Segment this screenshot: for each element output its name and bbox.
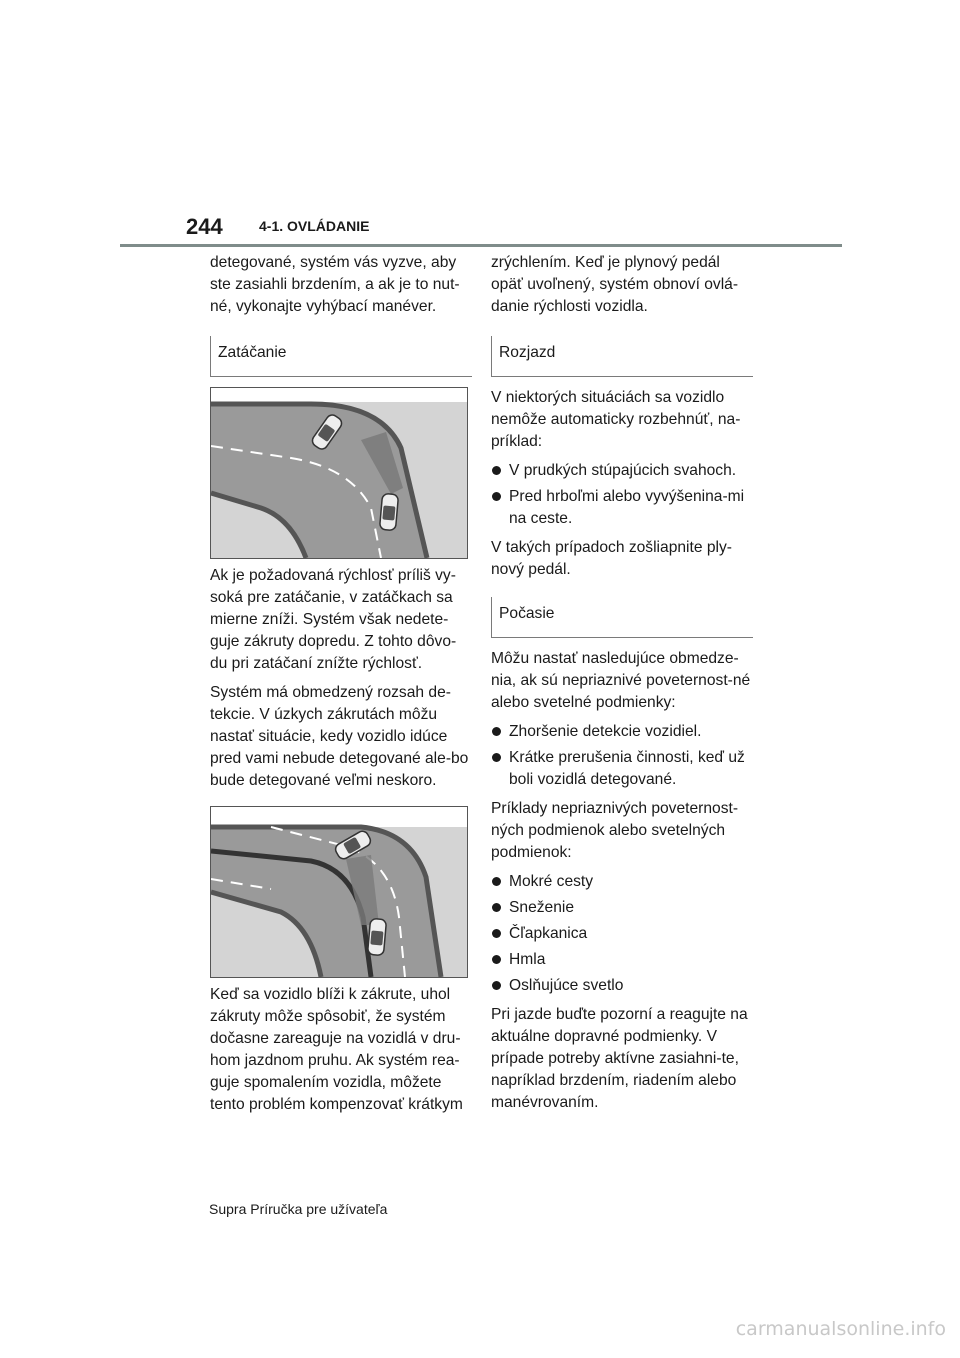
list-item: Mokré cesty xyxy=(491,871,753,893)
list-item: V prudkých stúpajúcich svahoch. xyxy=(491,460,753,482)
bullet-list-limits xyxy=(491,721,753,791)
header-rule xyxy=(120,244,842,247)
paragraph: Príklady nepriaznivých poveternost-ných podmienok alebo svetelných podmienok: xyxy=(491,800,739,861)
subheading-weather: Počasie xyxy=(491,597,753,638)
page-number: 244 xyxy=(186,214,223,239)
subheading-start: Rozjazd xyxy=(491,336,753,377)
paragraph: Keď sa vozidlo blíži k zákrute, uhol zákruty môže spôsobiť, že systém dočasne zareaguje na vozidlá v dru-hom jazdnom pruhu. Ak systém rea-guje spomalením vozidla, môžete tento problém kompenzovať krátkym xyxy=(210,986,463,1113)
paragraph: Ak je požadovaná rýchlosť príliš vy-soká pre zatáčanie, v zatáčkach sa mierne zníži. Systém však nedete-guje zákruty dopredu. Z tohto dôvo-du pri zatáčaní znížte rýchlosť. xyxy=(210,567,457,672)
paragraph: zrýchlením. Keď je plynový pedál opäť uvoľnený, systém obnoví ovlá-danie rýchlosti vozidla. xyxy=(491,254,739,315)
list-item: Sneženie xyxy=(491,897,753,919)
subheading-cornering: Zatáčanie xyxy=(210,336,472,377)
paragraph: V niektorých situáciách sa vozidlo nemôže automaticky rozbehnúť, na-príklad: xyxy=(491,389,741,450)
section-title: 4-1. OVLÁDANIE xyxy=(259,218,370,234)
paragraph: Systém má obmedzený rozsah de-tekcie. V úzkych zákrutách môžu nastať situácie, kedy vozidlo idúce pred vami nebude detegované ale-bo bude detegované veľmi neskoro. xyxy=(210,684,469,789)
list-item: Pred hrboľmi alebo vyvýšenina-mi na ceste. xyxy=(491,486,753,530)
list-item: Hmla xyxy=(491,949,753,971)
list-item: Oslňujúce svetlo xyxy=(491,975,753,997)
paragraph: V takých prípadoch zošliapnite ply-nový pedál. xyxy=(491,539,732,578)
right-column xyxy=(491,252,753,1121)
list-item: Krátke prerušenia činnosti, keď už boli vozidlá detegované. xyxy=(491,747,753,791)
figure-lane-detection xyxy=(210,806,468,978)
footer-text: Supra Príručka pre užívateľa xyxy=(209,1201,388,1217)
paragraph: Pri jazde buďte pozorní a reagujte na aktuálne dopravné podmienky. V prípade potreby aktívne zasiahni-te, napríklad brzdením, riadením alebo manévrovaním. xyxy=(491,1006,748,1111)
illustration-cornering xyxy=(211,388,467,558)
bullet-list-start xyxy=(491,460,753,530)
left-column xyxy=(210,252,472,1123)
figure-cornering xyxy=(210,387,468,559)
list-item: Zhoršenie detekcie vozidiel. xyxy=(491,721,753,743)
paragraph: detegované, systém vás vyzve, aby ste zasiahli brzdením, a ak je to nut-né, vykonajte vyhýbací manéver. xyxy=(210,254,460,315)
bullet-list-weather xyxy=(491,871,753,997)
paragraph: Môžu nastať nasledujúce obmedze-nia, ak sú nepriaznivé poveternost-né alebo svetelné podmienky: xyxy=(491,650,751,711)
watermark: carmanualsonline.info xyxy=(735,1318,946,1340)
list-item: Čľapkanica xyxy=(491,923,753,945)
illustration-lane-detection xyxy=(211,807,467,977)
